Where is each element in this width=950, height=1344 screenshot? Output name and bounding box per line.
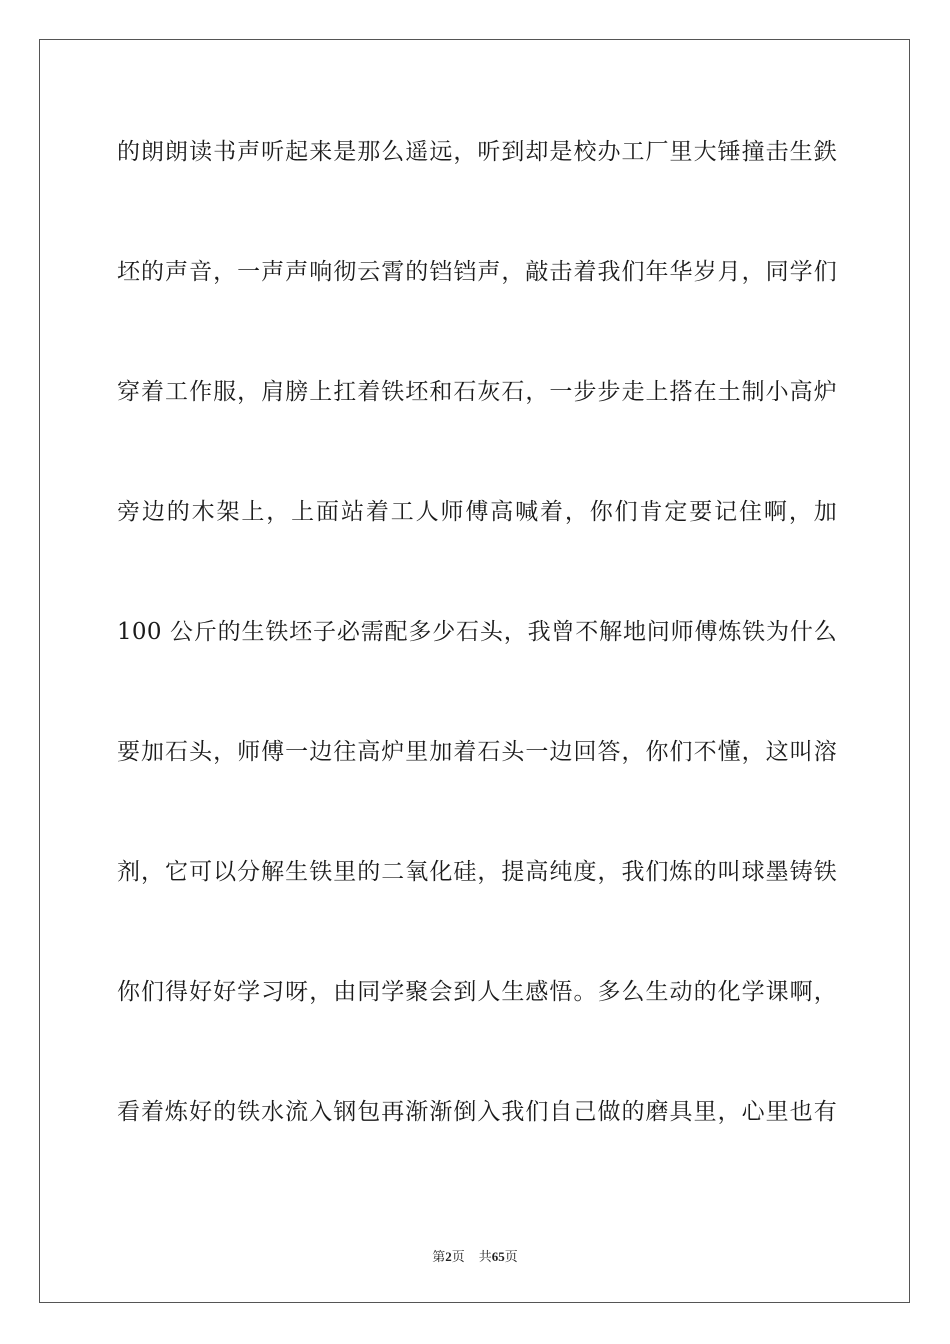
text-line-7: 剂，它可以分解生铁里的二氧化硅，提高纯度，我们炼的叫球墨铸铁 bbox=[117, 859, 837, 885]
total-prefix: 共 bbox=[478, 1250, 492, 1265]
page-prefix: 第 bbox=[432, 1250, 446, 1265]
page-footer bbox=[0, 1248, 950, 1267]
text-line-5: 100 公斤的生铁坯子必需配多少石头，我曾不解地问师傅炼铁为什么 bbox=[117, 619, 837, 645]
text-line-2: 坯的声音，一声声响彻云霄的铛铛声，敲击着我们年华岁月，同学们 bbox=[117, 259, 837, 285]
page-suffix: 页 bbox=[451, 1250, 465, 1265]
text-line-4: 旁边的木架上，上面站着工人师傅高喊着，你们肯定要记住啊，加 bbox=[117, 499, 837, 525]
text-line-8: 你们得好好学习呀，由同学聚会到人生感悟。多么生动的化学课啊， bbox=[117, 979, 837, 1005]
total-pages: 65 bbox=[491, 1249, 505, 1264]
total-suffix: 页 bbox=[504, 1250, 518, 1265]
text-line-3: 穿着工作服，肩膀上扛着铁坯和石灰石，一步步走上搭在土制小高炉 bbox=[117, 379, 837, 405]
text-line-9: 看着炼好的铁水流入钢包再渐渐倒入我们自己做的磨具里，心里也有 bbox=[117, 1099, 837, 1125]
text-line-1: 的朗朗读书声听起来是那么遥远，听到却是校办工厂里大锤撞击生鉄 bbox=[117, 139, 837, 165]
text-line-6: 要加石头，师傅一边往高炉里加着石头一边回答，你们不懂，这叫溶 bbox=[117, 739, 837, 765]
page-number: 2 bbox=[445, 1249, 452, 1264]
